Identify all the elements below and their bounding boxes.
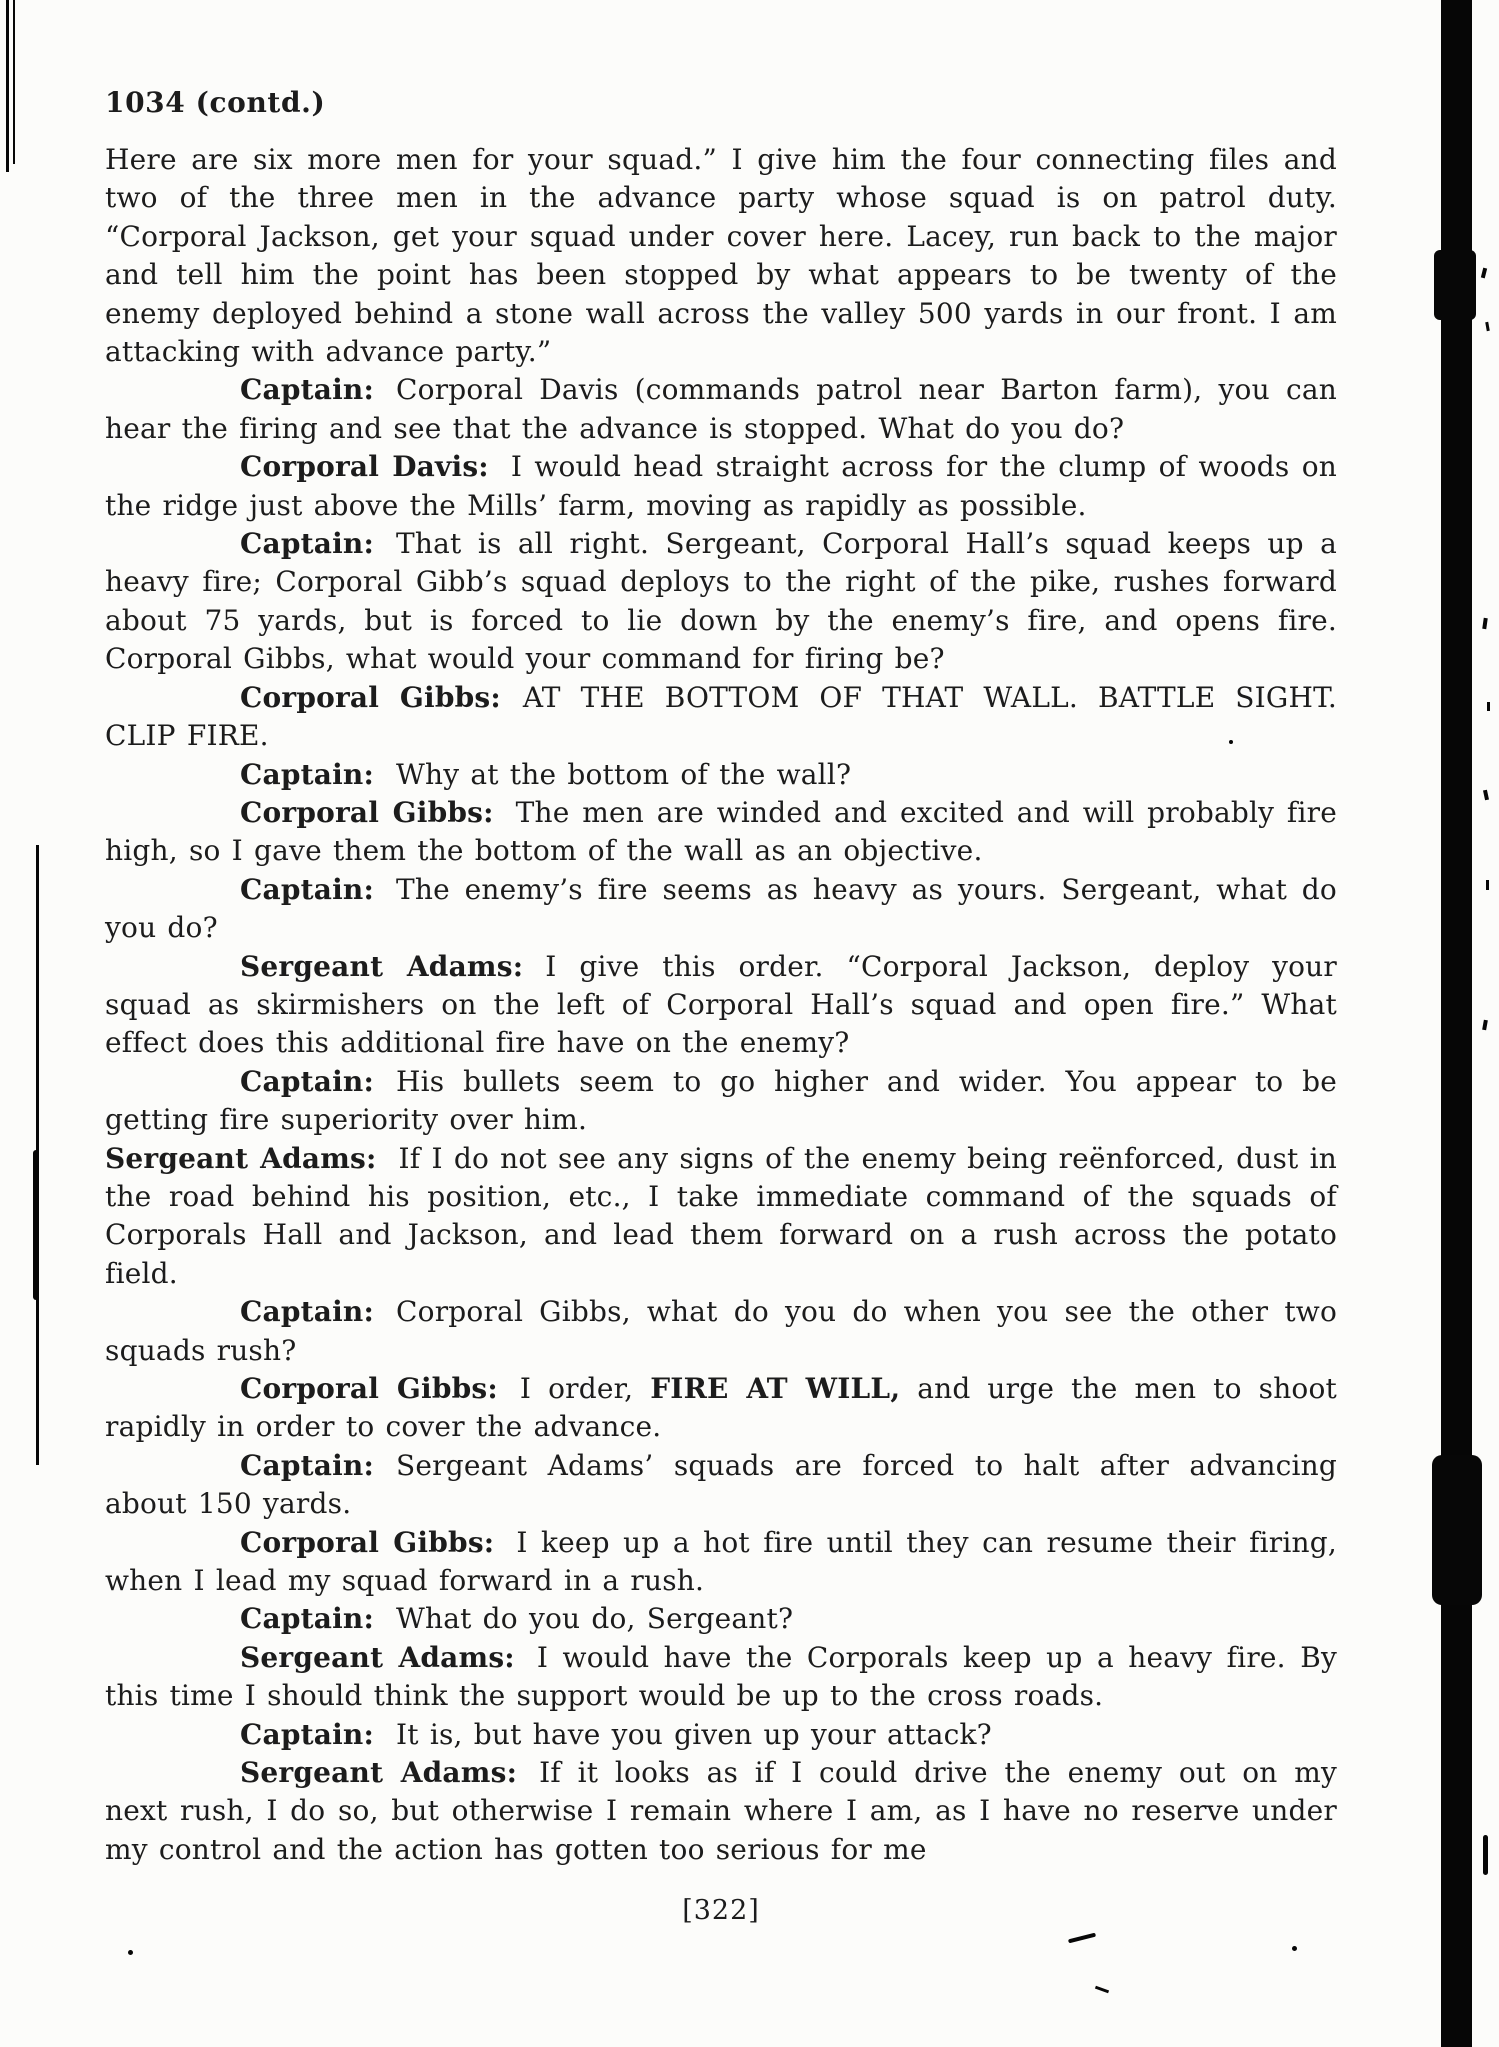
speaker-label: Corporal Gibbs:	[240, 1372, 498, 1405]
paragraph	[105, 1754, 1337, 1869]
dialogue-text: That is all right. Sergeant, Corporal Hall’s squad keeps up a heavy fire; Corporal Gibb’s squad deploys to the right of the pike, rushes forward about 75 yards, but is forced to lie down by the enemy’s fire, and opens fire. Corporal Gibbs, what would your command for firing be?	[105, 527, 1337, 676]
paragraph	[105, 371, 1337, 448]
paragraph	[105, 794, 1337, 871]
speaker-label: Captain:	[240, 757, 375, 791]
speaker-label: Captain:	[240, 373, 375, 407]
paragraph	[105, 871, 1337, 948]
paragraph	[105, 1447, 1337, 1524]
dialogue-text: FIRE AT WILL,	[650, 1372, 901, 1405]
paragraph	[105, 1600, 1337, 1638]
paragraph	[105, 679, 1337, 756]
paragraph	[105, 141, 1337, 371]
speaker-label: Sergeant Adams:	[105, 1141, 377, 1175]
scan-artifact	[1095, 1986, 1109, 1994]
paragraph	[105, 1524, 1337, 1601]
speaker-label: Captain:	[240, 1448, 375, 1482]
speaker-label: Captain:	[240, 872, 375, 906]
paragraph	[105, 1370, 1337, 1447]
speaker-label: Corporal Gibbs:	[240, 680, 501, 714]
dialogue-text: I would head straight across for the clump of woods on the ridge just above the Mills’ farm, moving as rapidly as possible.	[105, 450, 1337, 522]
scan-artifact	[1486, 880, 1489, 890]
speaker-label: Sergeant Adams:	[240, 1640, 515, 1674]
dialogue-text: What do you do, Sergeant?	[396, 1602, 794, 1636]
speaker-label: Corporal Gibbs:	[240, 1525, 495, 1559]
scan-artifact	[1487, 702, 1490, 711]
speaker-label: Sergeant Adams:	[240, 949, 524, 983]
dialogue-text: I keep up a hot fire until they can resume their firing, when I lead my squad forward in a rush.	[105, 1525, 1337, 1598]
dialogue-text: If it looks as if I could drive the enemy out on my next rush, I do so, but otherwise I remain where I am, as I have no reserve under my control and the action has gotten too serious for me	[105, 1756, 1337, 1866]
dialogue-text: If I do not see any signs of the enemy being reënforced, dust in the road behind his position, etc., I take immediate command of the squads of Corporals Hall and Jackson, and lead them forward on a rush across the potato field.	[105, 1141, 1337, 1290]
scan-artifact	[1483, 1835, 1488, 1875]
dialogue-text: I would have the Corporals keep up a heavy fire. By this time I should think the support would be up to the cross roads.	[105, 1640, 1337, 1713]
paragraph	[105, 448, 1337, 525]
dialogue-text: Corporal Davis (commands patrol near Barton farm), you can hear the firing and see that the advance is stopped. What do you do?	[105, 373, 1337, 445]
scan-artifact	[1485, 322, 1490, 331]
paragraph	[105, 1293, 1337, 1370]
paragraph	[105, 756, 1337, 794]
dialogue-text: The enemy’s fire seems as heavy as yours. Sergeant, what do you do?	[105, 872, 1337, 945]
speaker-label: Captain:	[240, 527, 375, 561]
dialogue-text: Why at the bottom of the wall?	[396, 757, 852, 791]
scan-artifact	[1483, 790, 1489, 801]
dialogue-text: and urge the men to shoot rapidly in order to cover the advance.	[105, 1372, 1337, 1444]
dialogue-text: I order,	[519, 1372, 651, 1405]
scan-artifact	[1482, 618, 1487, 629]
speaker-label: Sergeant Adams:	[240, 1756, 518, 1790]
dialogue-text: Corporal Gibbs, what do you do when you see the other two squads rush?	[105, 1295, 1337, 1367]
dialogue-text: AT THE BOTTOM OF THAT WALL. BATTLE SIGHT. CLIP FIRE.	[105, 680, 1337, 753]
speaker-label: Captain:	[240, 1064, 375, 1098]
page-footer: [322]	[682, 1895, 760, 1927]
speaker-label: Captain:	[240, 1602, 375, 1636]
scan-artifact	[1482, 1020, 1488, 1031]
page-number-header: 1034 (contd.)	[105, 86, 326, 119]
paragraph	[105, 525, 1337, 679]
page-body	[105, 141, 1337, 1869]
speaker-label: Captain:	[240, 1717, 375, 1751]
speaker-label: Corporal Gibbs:	[240, 795, 494, 829]
scan-artifact	[1481, 268, 1487, 279]
dialogue-text: The men are winded and excited and will probably fire high, so I gave them the bottom of the wall as an objective.	[105, 795, 1337, 868]
paragraph	[105, 1639, 1337, 1716]
scan-artifact	[1434, 250, 1476, 320]
dialogue-text: Sergeant Adams’ squads are forced to halt after advancing about 150 yards.	[105, 1448, 1337, 1521]
dialogue-text: It is, but have you given up your attack?	[396, 1717, 992, 1751]
scan-artifact	[33, 1150, 39, 1300]
paragraph	[105, 1063, 1337, 1140]
scan-artifact	[128, 1950, 133, 1955]
dialogue-text: Here are six more men for your squad.” I give him the four connecting files and two of the three men in the advance party whose squad is on patrol duty. “Corporal Jackson, get your squad under cover here. Lacey, run back to the major and tell him the point has been stopped by what appears to be twenty of the enemy deployed behind a stone wall across the valley 500 yards in our front. I am attacking with advance party.”	[105, 143, 1337, 369]
page-content	[105, 86, 1337, 1926]
paragraph	[105, 948, 1337, 1063]
scan-artifact	[1068, 1933, 1096, 1944]
scan-artifact	[6, 0, 9, 172]
dialogue-text: I give this order. “Corporal Jackson, deploy your squad as skirmishers on the left of Corporal Hall’s squad and open fire.” What effect does this additional fire have on the enemy?	[105, 949, 1337, 1060]
scan-artifact	[1432, 1455, 1482, 1605]
paragraph	[105, 1716, 1337, 1754]
paragraph	[105, 1140, 1337, 1294]
speaker-label: Corporal Davis:	[240, 450, 489, 484]
speaker-label: Captain:	[240, 1295, 375, 1329]
scan-artifact	[13, 0, 15, 164]
dialogue-text: His bullets seem to go higher and wider. You appear to be getting fire superiority over him.	[105, 1064, 1337, 1137]
scan-artifact	[1292, 1946, 1297, 1951]
